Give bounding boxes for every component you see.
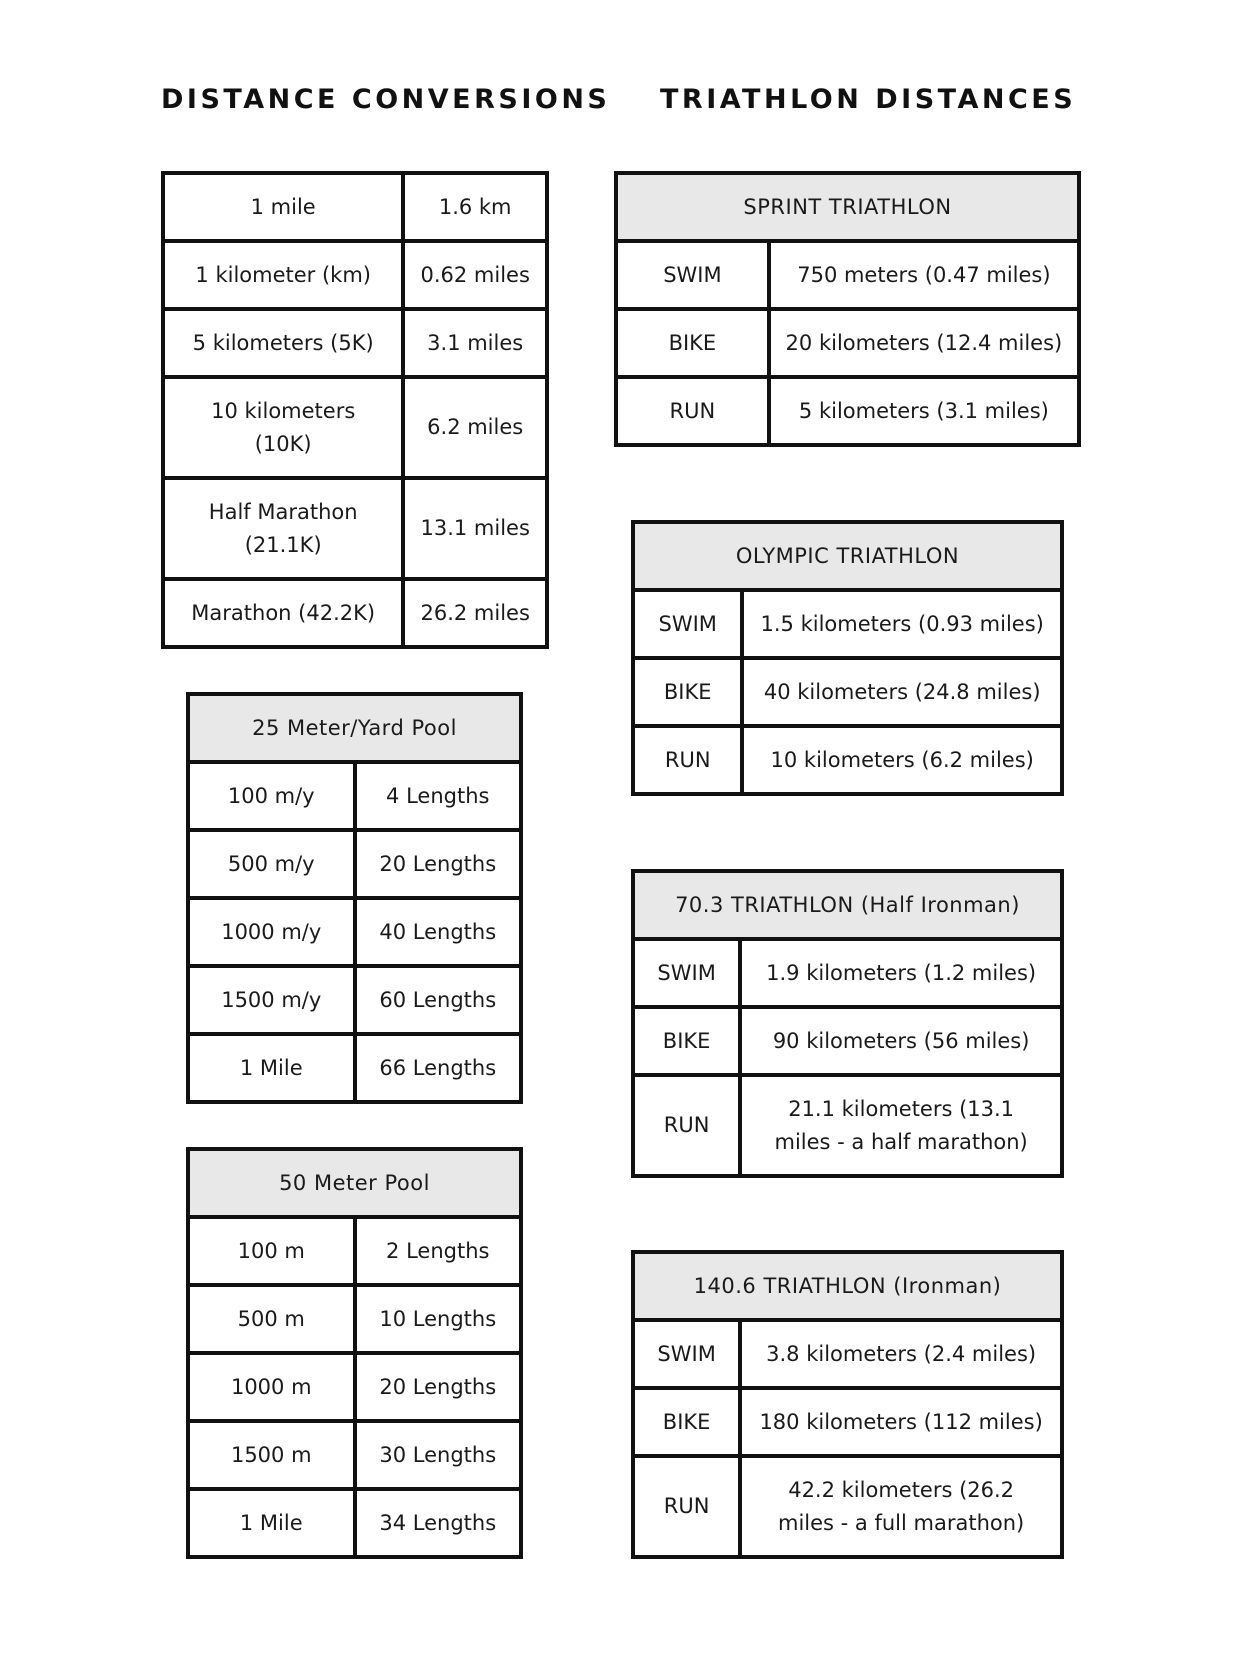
table-row <box>163 478 547 579</box>
triathlon-leg: BIKE <box>633 1388 740 1456</box>
conversion-from: 1 mile <box>163 173 403 241</box>
pool-distance: 100 m <box>188 1217 355 1285</box>
triathlon-leg: SWIM <box>633 939 740 1007</box>
pool-distance: 1000 m/y <box>188 898 355 966</box>
table-title: 140.6 TRIATHLON (Ironman) <box>633 1252 1062 1320</box>
pool-lengths: 20 Lengths <box>355 1353 522 1421</box>
table-row <box>188 1285 521 1353</box>
triathlon-distance: 5 kilometers (3.1 miles) <box>769 377 1079 445</box>
pool-distance: 1 Mile <box>188 1034 355 1102</box>
table-row <box>616 309 1079 377</box>
table-row <box>633 1388 1062 1456</box>
triathlon-distance: 180 kilometers (112 miles) <box>740 1388 1062 1456</box>
table-row <box>188 1034 521 1102</box>
triathlon-distance: 90 kilometers (56 miles) <box>740 1007 1062 1075</box>
table-row <box>633 1007 1062 1075</box>
half-ironman-table <box>631 869 1064 1178</box>
triathlon-leg: RUN <box>633 726 742 794</box>
pool-distance: 1500 m/y <box>188 966 355 1034</box>
conversion-from: Half Marathon (21.1K) <box>163 478 403 579</box>
table-row <box>633 1456 1062 1557</box>
table-header-row <box>633 522 1062 590</box>
triathlon-distance: 3.8 kilometers (2.4 miles) <box>740 1320 1062 1388</box>
pool-lengths: 10 Lengths <box>355 1285 522 1353</box>
pool-lengths: 34 Lengths <box>355 1489 522 1557</box>
table-row <box>163 173 547 241</box>
conversion-from: 1 kilometer (km) <box>163 241 403 309</box>
table-row <box>163 241 547 309</box>
triathlon-distance: 1.5 kilometers (0.93 miles) <box>742 590 1062 658</box>
pool-lengths: 30 Lengths <box>355 1421 522 1489</box>
triathlon-leg: SWIM <box>633 590 742 658</box>
table-row <box>633 1075 1062 1176</box>
table-row <box>633 658 1062 726</box>
pool-lengths: 20 Lengths <box>355 830 522 898</box>
table-header-row <box>633 1252 1062 1320</box>
triathlon-leg: RUN <box>633 1456 740 1557</box>
table-row <box>188 762 521 830</box>
table-row <box>616 377 1079 445</box>
table-row <box>633 1320 1062 1388</box>
table-title: OLYMPIC TRIATHLON <box>633 522 1062 590</box>
triathlon-distance: 20 kilometers (12.4 miles) <box>769 309 1079 377</box>
triathlon-distance: 1.9 kilometers (1.2 miles) <box>740 939 1062 1007</box>
table-row <box>188 966 521 1034</box>
table-row <box>188 1217 521 1285</box>
ironman-table <box>631 1250 1064 1559</box>
table-header-row <box>633 871 1062 939</box>
pool-25-table <box>186 692 523 1104</box>
conversion-from: 5 kilometers (5K) <box>163 309 403 377</box>
table-row <box>633 590 1062 658</box>
pool-distance: 1 Mile <box>188 1489 355 1557</box>
olympic-triathlon-table <box>631 520 1064 796</box>
triathlon-distance: 10 kilometers (6.2 miles) <box>742 726 1062 794</box>
pool-lengths: 4 Lengths <box>355 762 522 830</box>
distance-conversions-heading: DISTANCE CONVERSIONS <box>161 84 611 115</box>
pool-lengths: 60 Lengths <box>355 966 522 1034</box>
table-header-row <box>188 1149 521 1217</box>
pool-lengths: 40 Lengths <box>355 898 522 966</box>
conversion-to: 26.2 miles <box>403 579 547 647</box>
table-title: 70.3 TRIATHLON (Half Ironman) <box>633 871 1062 939</box>
triathlon-leg: BIKE <box>616 309 769 377</box>
conversion-to: 0.62 miles <box>403 241 547 309</box>
pool-lengths: 66 Lengths <box>355 1034 522 1102</box>
pool-distance: 100 m/y <box>188 762 355 830</box>
table-title: SPRINT TRIATHLON <box>616 173 1079 241</box>
pool-50-table <box>186 1147 523 1559</box>
conversion-from: 10 kilometers (10K) <box>163 377 403 478</box>
table-header-row <box>188 694 521 762</box>
table-row <box>163 309 547 377</box>
table-row <box>163 579 547 647</box>
triathlon-leg: SWIM <box>616 241 769 309</box>
triathlon-distance: 40 kilometers (24.8 miles) <box>742 658 1062 726</box>
triathlon-distance: 750 meters (0.47 miles) <box>769 241 1079 309</box>
pool-lengths: 2 Lengths <box>355 1217 522 1285</box>
distance-conversions-table <box>161 171 549 649</box>
pool-distance: 500 m <box>188 1285 355 1353</box>
table-row <box>163 377 547 478</box>
sprint-triathlon-table <box>614 171 1081 447</box>
table-row <box>188 830 521 898</box>
table-row <box>188 898 521 966</box>
pool-distance: 1500 m <box>188 1421 355 1489</box>
table-row <box>633 726 1062 794</box>
table-header-row <box>616 173 1079 241</box>
triathlon-leg: BIKE <box>633 1007 740 1075</box>
triathlon-leg: SWIM <box>633 1320 740 1388</box>
triathlon-distances-heading: TRIATHLON DISTANCES <box>660 84 1077 115</box>
triathlon-leg: BIKE <box>633 658 742 726</box>
table-row <box>616 241 1079 309</box>
pool-distance: 1000 m <box>188 1353 355 1421</box>
triathlon-distance: 21.1 kilometers (13.1 miles - a half marathon) <box>740 1075 1062 1176</box>
table-title: 25 Meter/Yard Pool <box>188 694 521 762</box>
table-row <box>633 939 1062 1007</box>
conversion-to: 6.2 miles <box>403 377 547 478</box>
conversion-to: 1.6 km <box>403 173 547 241</box>
conversion-from: Marathon (42.2K) <box>163 579 403 647</box>
conversion-to: 13.1 miles <box>403 478 547 579</box>
triathlon-distance: 42.2 kilometers (26.2 miles - a full marathon) <box>740 1456 1062 1557</box>
table-row <box>188 1353 521 1421</box>
conversion-to: 3.1 miles <box>403 309 547 377</box>
triathlon-leg: RUN <box>633 1075 740 1176</box>
table-title: 50 Meter Pool <box>188 1149 521 1217</box>
triathlon-leg: RUN <box>616 377 769 445</box>
table-row <box>188 1489 521 1557</box>
pool-distance: 500 m/y <box>188 830 355 898</box>
table-row <box>188 1421 521 1489</box>
